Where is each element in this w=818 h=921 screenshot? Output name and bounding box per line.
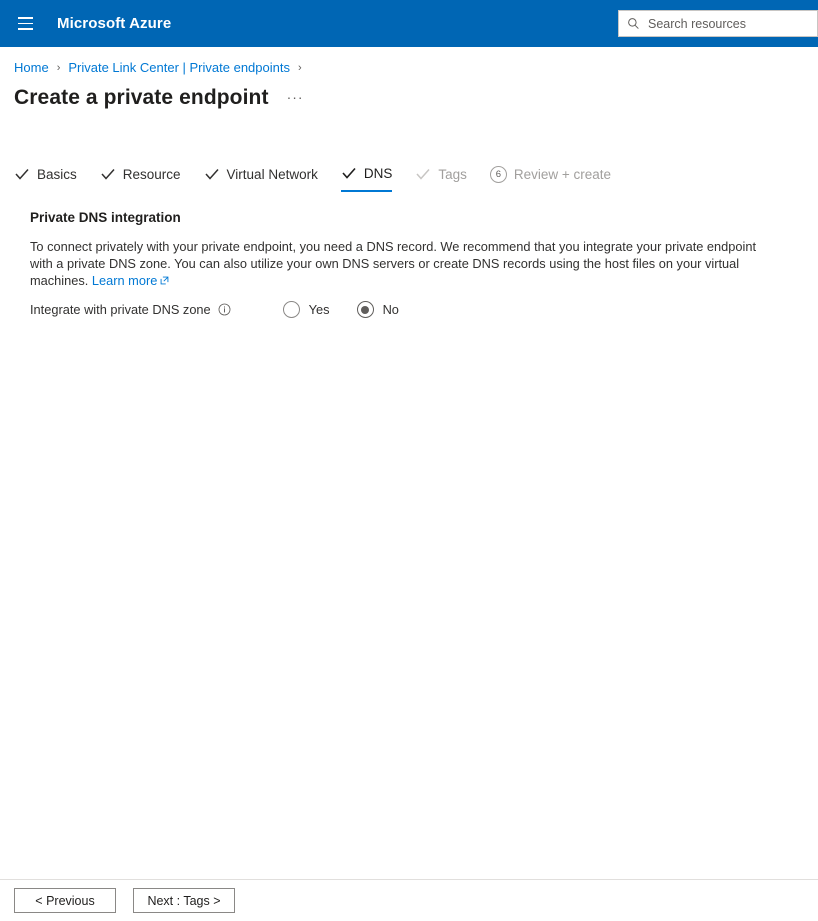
more-options-icon[interactable]: ···	[286, 89, 304, 105]
section-description-text: To connect privately with your private endpoint, you need a DNS record. We recommend that you integrate your private endpoint with a private DNS zone. You can also utilize your own DNS servers or create DNS records using the host files on your virtual machines.	[30, 239, 757, 288]
section-title: Private DNS integration	[30, 210, 181, 225]
private-dns-zone-radio-group	[283, 301, 426, 318]
section-description	[30, 238, 763, 289]
private-dns-zone-label: Integrate with private DNS zone	[30, 302, 211, 317]
radio-label-yes: Yes	[308, 302, 330, 317]
search-input[interactable]	[646, 16, 817, 32]
wizard-step-review-create[interactable]	[490, 158, 611, 192]
learn-more-link[interactable]: Learn more	[91, 273, 158, 288]
wizard-step-label: Virtual Network	[226, 166, 318, 182]
search-icon	[627, 17, 640, 30]
radio-option-no[interactable]	[357, 301, 399, 318]
check-icon	[100, 166, 116, 182]
wizard-step-label: DNS	[363, 165, 393, 181]
private-dns-zone-field-row	[30, 301, 790, 318]
breadcrumb-item-private-link-center[interactable]: Private Link Center | Private endpoints	[68, 60, 290, 75]
previous-button[interactable]: < Previous	[14, 888, 116, 913]
wizard-step-tags[interactable]	[415, 158, 467, 192]
breadcrumb-separator-icon-2: ›	[297, 61, 302, 74]
radio-option-yes[interactable]	[283, 301, 330, 318]
radio-circle-yes[interactable]	[283, 301, 300, 318]
azure-brand-label[interactable]: Microsoft Azure	[57, 15, 172, 32]
wizard-step-dns[interactable]	[341, 158, 393, 192]
breadcrumb-separator-icon: ›	[56, 61, 61, 74]
wizard-step-bar	[0, 158, 818, 192]
step-number-badge: 6	[490, 166, 507, 183]
wizard-step-label: Review + create	[513, 166, 612, 182]
page-title-row	[0, 75, 818, 110]
check-icon	[14, 166, 30, 182]
check-icon	[341, 165, 357, 181]
page-title: Create a private endpoint	[14, 86, 269, 109]
next-tags-button[interactable]: Next : Tags >	[133, 888, 235, 913]
wizard-step-basics[interactable]	[14, 158, 77, 192]
hamburger-menu-icon[interactable]	[10, 9, 40, 39]
wizard-step-virtual-network[interactable]	[204, 158, 318, 192]
radio-label-no: No	[382, 302, 399, 317]
wizard-step-label: Basics	[37, 166, 77, 182]
wizard-step-label: Resource	[122, 166, 181, 182]
top-navigation-bar	[0, 0, 818, 47]
wizard-footer	[0, 879, 818, 921]
breadcrumb	[0, 47, 818, 75]
breadcrumb-item-home[interactable]: Home	[14, 60, 49, 75]
external-link-icon	[160, 272, 169, 281]
check-icon	[415, 166, 431, 182]
check-icon	[204, 166, 220, 182]
wizard-step-resource[interactable]	[100, 158, 181, 192]
main-content	[0, 192, 790, 318]
wizard-step-label: Tags	[438, 166, 467, 182]
info-icon[interactable]	[218, 303, 231, 316]
global-search-box[interactable]	[618, 10, 818, 37]
radio-circle-no[interactable]	[357, 301, 374, 318]
